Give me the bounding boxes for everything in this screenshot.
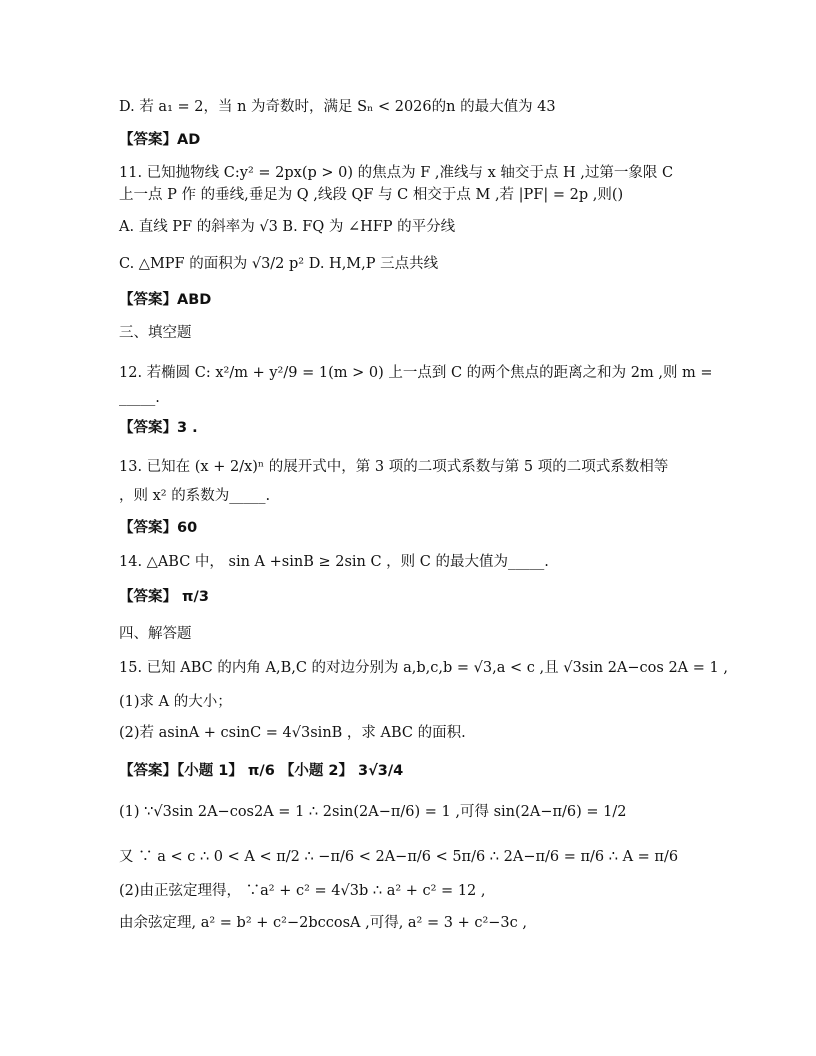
question-12-line-1: 12. 若椭圆 C: x²/m + y²/9 = 1(m > 0) 上一点到 C 的两个焦点的距离之和为 2m ,则 m =: [119, 365, 713, 381]
answer-q10: 【答案】AD: [119, 132, 201, 148]
section-heading-solutions: 四、解答题: [119, 626, 192, 642]
answer-q11: 【答案】ABD: [119, 292, 212, 308]
solution-step-2: 又 ∵ a < c ∴ 0 < A < π/2 ∴ −π/6 < 2A−π/6 < 5π/6 ∴ 2A−π/6 = π/6 ∴ A = π/6: [119, 849, 679, 865]
section-heading-fill-in: 三、填空题: [119, 325, 192, 341]
option-d-line: D. 若 a₁ = 2，当 n 为奇数时，满足 Sₙ < 2026的n 的最大值为 43: [119, 99, 556, 115]
question-11-line-1: 11. 已知抛物线 C:y² = 2px(p > 0) 的焦点为 F ,准线与 x 轴交于点 H ,过第一象限 C: [119, 165, 674, 181]
answer-q12: 【答案】3 .: [119, 420, 198, 436]
answer-q15: 【答案】【小题 1】 π/6 【小题 2】 3√3/4: [119, 763, 404, 779]
solution-step-1: (1) ∵√3sin 2A−cos2A = 1 ∴ 2sin(2A−π/6) = 1 ,可得 sin(2A−π/6) = 1/2: [119, 804, 627, 820]
answer-q13: 【答案】60: [119, 520, 198, 536]
question-11-line-2: 上一点 P 作 的垂线,垂足为 Q ,线段 QF 与 C 相交于点 M ,若 |PF| = 2p ,则(): [119, 187, 624, 203]
question-13-line-2: ，则 x² 的系数为_____.: [119, 488, 271, 504]
question-14: 14. △ABC 中， sin A +sinB ≥ 2sin C ，则 C 的最大值为_____.: [119, 554, 549, 570]
answer-q14: 【答案】 π/3: [119, 589, 209, 605]
question-15-part-1: (1)求 A 的大小；: [119, 694, 232, 710]
question-11-options-ab: A. 直线 PF 的斜率为 √3 B. FQ 为 ∠HFP 的平分线: [119, 219, 456, 235]
question-15-line-1: 15. 已知 ABC 的内角 A,B,C 的对边分别为 a,b,c,b = √3,a < c ,且 √3sin 2A−cos 2A = 1 ,: [119, 660, 728, 676]
question-11-options-cd: C. △MPF 的面积为 √3/2 p² D. H,M,P 三点共线: [119, 256, 439, 272]
question-15-part-2: (2)若 asinA + csinC = 4√3sinB ，求 ABC 的面积.: [119, 725, 466, 741]
question-13-line-1: 13. 已知在 (x + 2/x)ⁿ 的展开式中，第 3 项的二项式系数与第 5 项的二项式系数相等: [119, 459, 669, 475]
question-12-line-2: _____.: [119, 390, 160, 406]
solution-step-3: (2)由正弦定理得， ∵a² + c² = 4√3b ∴ a² + c² = 12 ,: [119, 883, 486, 899]
solution-step-4: 由余弦定理, a² = b² + c²−2bccosA ,可得, a² = 3 + c²−3c ,: [119, 915, 527, 931]
